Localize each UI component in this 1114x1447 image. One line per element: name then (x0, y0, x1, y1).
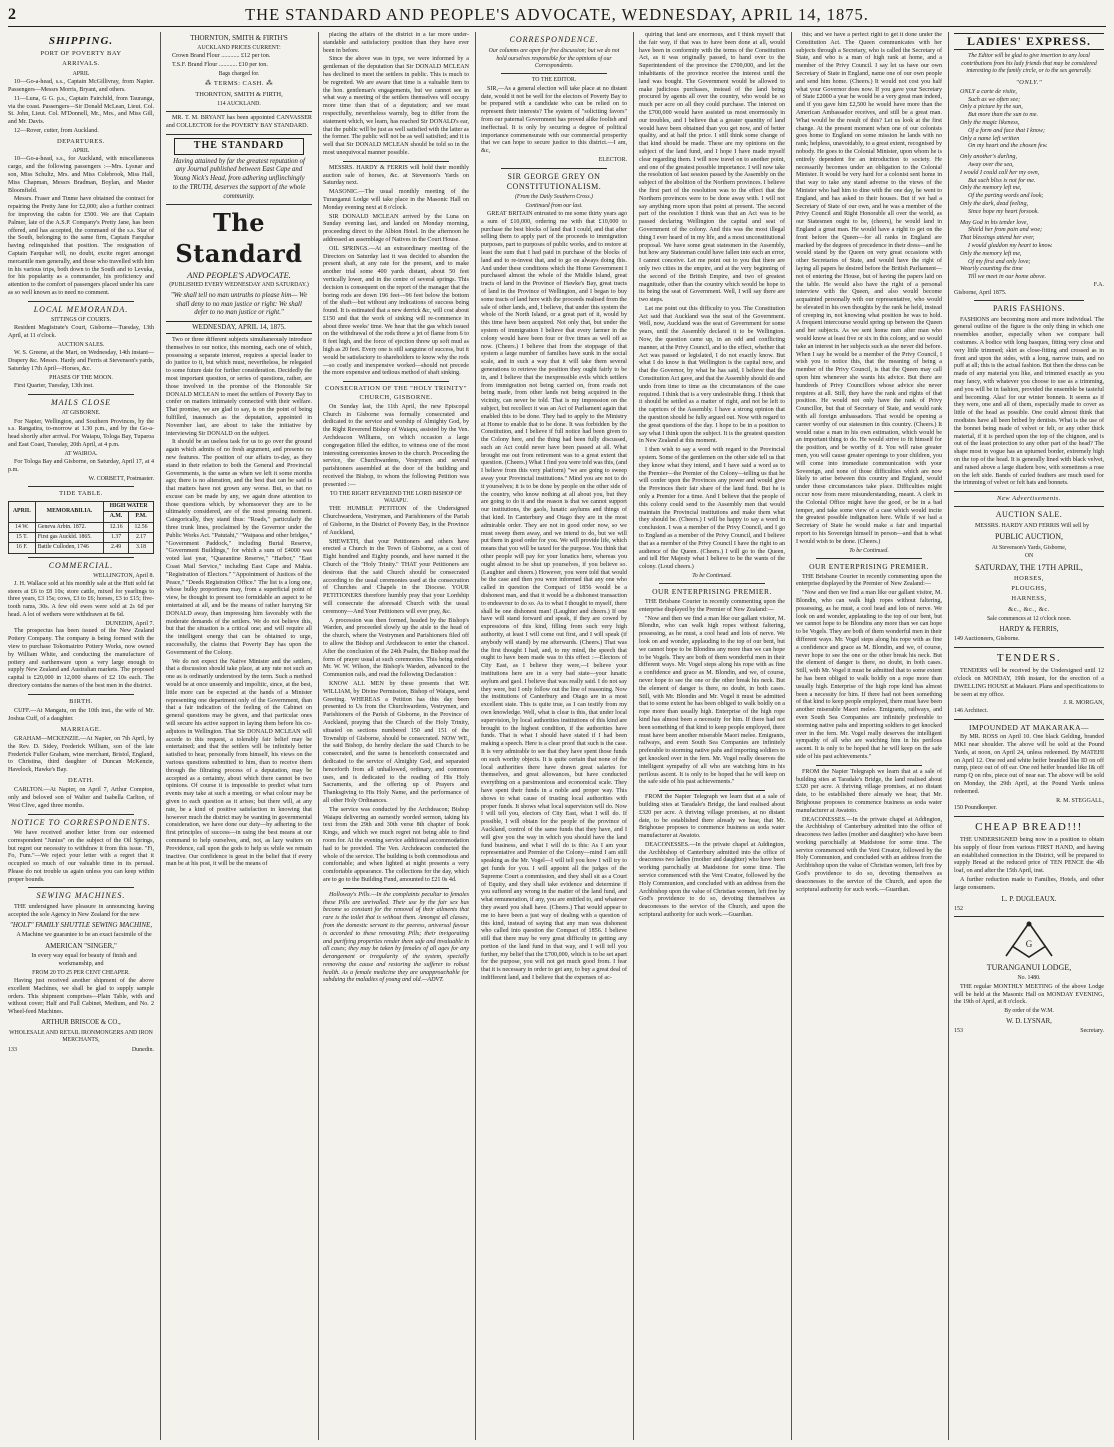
news-item: MASONIC.—The usual monthly meeting of the Turanganui Lodge will take place in the Masonic Hall on Monday evening next at 8 o'clock. (323, 189, 469, 211)
sittings-heading: SITTINGS OF COURTS. (50, 316, 112, 323)
ad-title: SATURDAY, THE 17TH APRIL, (975, 562, 1083, 572)
article-paragraph: KNOW ALL MEN by these presents that WE WILLIAM, by Divine Permission, Bishop of Waiapu, send Greeting. WHEREAS a Petition has this day been presented to Us from the Churchwardens, Vestrymen, and Parishioners of the Parish of Gisborne, in the Province of Auckland, praying that the Church of the Holy Trinity, situated on sections numbered 150 and 151 of the Township of Gisborne, should be consecrated. NOW WE, the said Bishop, do hereby declare the said Church to be consecrated, and the same is henceforth consecrated and dedicated to the service of Almighty God, and separated henceforth from all unhallowed, ordinary, and common uses, and is dedicated to the reading of His Holy Sacraments, and the offering up of Prayers and Thanksgiving to His Holy Name, and the performance of all other Holy Ordinances. (323, 681, 469, 804)
article-paragraph: "Now and then we find a man like our gallant visitor, M. Blondin, who can walk high ropes without faltering, possessing, as he must, a cool head and lots of nerve. We look on and wonder, applauding to the top of our bent, but we cannot hope to be Blondins any more than we can hope to be Vogels. They are both of them wonderful men in their different ways. Mr. Vogel steps along his rope with as fine a confidence and grace as M. Blondin, and we, of course, never hope to see the one or the other break his neck. But the element of danger is there, no doubt, in both cases. Still, with Mr. Blondin and Mr. Vogel it must be admitted that to some extent he has been obliged to walk boldly on a rope more than usually high. Enterprise of the high rope kind has almost been a necessity for him. If there had not been something of that kind to keep people employed, there must have been another miserable Maori melee. Emigrants, railways, and even South Sea Companies are infinitely preferable to storming native pahs and importing soldiers to get knocked over in the fern. Mr. Vogel really deserves the intelligent sympathy of all who are watching him in his perilous ascent. It is only to be hoped that he will keep on the safe side of his past achievements." (639, 615, 785, 786)
ad-signature: W. D. LYSNAR, (1006, 1017, 1052, 1025)
poem-line: Till we meet in our home above. (968, 274, 1047, 281)
auction-sale-heading: AUCTION SALE. (995, 510, 1063, 520)
editor-note: The Editor will be glad to give insertion to any local contributions from his lady friends that may be considered interesting to the family circle, or to the sex generally. (961, 53, 1097, 75)
ad-text: Bags charged for. (218, 70, 260, 77)
news-item: DEACONESSES.—In the private chapel at Addington, the Archbishop of Canterbury admitted into the office of deaconess two ladies (mother and daughter) who have been working parochially at Maidstone for some time. The service commenced with the Veni Creator, followed by the Holy Communion, and concluded with an address from the Archbishop upon the value of Christian women, left free by God's providence to do so, devoting themselves as deaconesses to the service of the Church, and upon the scriptural authority for such work.—Guardian. (796, 816, 942, 893)
notice-correspondents-text: We have received another letter from our esteemed correspondent "Junius" on the subject of the Oil Springs, but regret our necessity to withdraw it from this issue. "Fi, Fo, Fum."—We reject your letter with a regret that it occupied so much of our valuable time in its perusal. Please do not trouble us again unless you can keep within proper bounds. (8, 829, 154, 883)
death-heading: DEATH. (68, 776, 94, 784)
moon-heading: PHASES OF THE MOON. (49, 374, 113, 381)
article-paragraph: Let me point out this difficulty to you. The Constitution Act said that Auckland was the seat of the Government. Well, now, Auckland was the seat of Government for some years, until the Assembly declared it to be Wellington. Now, the question came up, in an odd and conflicting manner, at the Privy Council, and to the effect, whether that Act was passed or legislated, I do not exactly know. But what I do know is that Wellington is the capital now, and that the Governor, by what he has said, I believe that the Constitution Act gave, and that the Assembly should do and undo from time to time as the circumstances of the case required. I think that is a very undesirable thing. I think that it should be settled as a matter of right, and not be left to the caprices of the Assembly. I have a strong opinion that the question should be fully argued out. Now with regard to the great questions of the day. I hope to be in a position to say what I think upon the subject. It is the greatest question in New Zealand at this moment. (639, 305, 785, 445)
masthead-subtitle: AND PEOPLE'S ADVOCATE. (187, 269, 291, 280)
article-paragraph: I then wish to say a word with regard to the Provincial system. Some of the gentlemen on the other side tell us that they know what they intend, and I have said a word as to the Premier—the Premier of the Colony—telling us that he will confer upon the Provinces any power and would give the Provinces their fair share of the land fund. But he is only a Premier for a time. And I believe that the people of this colony could send to the Assembly men that would maintain the Provincial institutions and make them what they should be. (Cheers.) I will be happy to say a word in conclusion. I was a member of the Privy Council, and I go to England as a member of the Privy Council, and I believe that as a member of the Privy Council I have the right to an audience of the Queen. (Cheers.) I will go to the Queen, and tell Her Majesty what I believe to be the wants of the colony. (Loud cheers.) (639, 447, 785, 571)
poem-line: That blessings attend her ever, (960, 235, 1035, 242)
ad-number: 133 (8, 1046, 17, 1053)
poem-line: Of a form and face that I know; (968, 127, 1046, 134)
leader-paragraph: Since the above was in type, we were informed by a gentleman of the deputation that Sir DONALD MCLEAN has declined to meet the settlers in public. This is much to be regretted. We are aware that time is a valuable item to the hon. gentleman's engagements, but we cannot see in what way a meeting of the settlers themselves will occupy more time than that of a deputation; and we must respectfully, nevertheless warmly, beg to differ from the statement which, we learn, has reached Sir DONALD's ear, that the public will be just as well satisfied with the latter as the former. The public will not be as well satisfied; and it is well that Sir DONALD MCLEAN should be told so in the most unequivocal manner possible. (323, 56, 469, 156)
poem-line: Only a picture by the sun, (960, 104, 1023, 111)
poem-line: Only the memory left me, (960, 250, 1022, 257)
news-item: FROM the Napier Telegraph we learn that at a sale of building sites at Taradale's Bridge, the land realised about £320 per acre. A thriving village promises, at no distant date, to be established there already we hear, that Mr. Brighouse proposes to commence business as soda water manufacturer at Awatoto. (796, 768, 942, 814)
notice-text: MR. T. M. BRYANT has been appointed CANVASSER and COLLECTOR for the POVERTY BAY STANDARD. (166, 115, 312, 130)
column-3 (323, 32, 469, 1442)
arrival-item: 12—Rover, cutter, from Auckland. (14, 127, 99, 134)
departures-heading: DEPARTURES. (56, 137, 106, 145)
ad-text: In every way equal for beauty of finish and workmanship, and (31, 953, 137, 967)
poem-line: But more than the sun to me. (968, 112, 1039, 119)
table-row: 16 F. Battle Culloden, 1746 2.49 3.18 (9, 543, 154, 553)
commercial-item: J. H. Wallace sold at his monthly sale at the Hutt sold fat steers at £6 to £8 10s; store cattle, mixed for yearlings to three years, £3 15s; cows, £3 to £6; horses, £3 to £15; five-tooth rams, 30s. A few old ewes were sold at 2s 6d per head. A lot of wethers were withdrawn at 8s 6d. (8, 580, 154, 618)
column-4 (481, 32, 627, 1442)
letter-salutation: TO THE EDITOR. (531, 77, 577, 84)
letter-signature: ELECTOR. (598, 157, 627, 164)
news-item: MESSRS. HARDY & FERRIS will hold their monthly auction sale of horses, &c. at Stevenson's Yards on Saturday next. (323, 164, 469, 187)
ad-text: THE regular MONTHLY MEETING of the above Lodge will be held at the Masonic Hall on MONDAY EVENING, the 19th of April, at 8 o'clock. (954, 983, 1104, 1006)
publication-note: (PUBLISHED EVERY WEDNESDAY AND SATURDAY.) (169, 281, 309, 288)
article-heading: OUR ENTERPRISING PREMIER. (652, 587, 772, 597)
poem-line: Only another's darling, (960, 154, 1017, 161)
poem-line: But such bliss is not for me. (968, 177, 1036, 184)
new-advertisements-heading: New Advertisements. (997, 495, 1061, 503)
article-heading: SIR GEORGE GREY ON CONSTITUTIONALISM. (506, 171, 602, 191)
poem-line: Of the parting words and look; (968, 193, 1044, 200)
petition-heading: TO THE RIGHT REVEREND THE LORD BISHOP OF WAIAPU. (329, 490, 463, 505)
poem-line: Shield her from pain and woe; (968, 227, 1043, 234)
ad-title: THORNTON, SMITH & FIRTH'S (190, 34, 288, 42)
ad-text: A further reduction made to Families, Hotels, and other large consumers. (954, 877, 1104, 891)
ad-signature: R. M. STEGGALL, (1056, 797, 1104, 804)
commercial-heading: COMMERCIAL. (48, 560, 114, 570)
article-paragraph: On Sunday last, the 11th April, the new Episcopal Church in Gisborne was formally consecrated and dedicated to the service and worship of Almighty God, by the Right Reverend Bishop of Waiapu, assisted by the Ven. Archdeacon Williams, on which occasion a large congregation filled the edifice, to witness one of the most interesting ceremonies known to the church. Proceeding the service, the Churchwardens, Vestrymen and several parishioners assembled at the door of the building and received the Bishop, to whom the following Petition was presented :— (323, 403, 469, 488)
ad-text: THE undersigned have pleasure in announcing having accepted the sole Agency in New Zealand for the new (8, 903, 154, 918)
article-paragraph: quiring that land are enormous, and I think myself that the fair way, if that was to have been done at all, would have been in conformity with the terms of the Constitution Act, as it was originally passed, to hand over to the Superintendent of the province the £700,000, and let the inhabitants of the province receive the interest until the land was bought. The Government would be allowed to make judicious purchases, instead of the land being procured by agents all over the country, who would be so much per acre on all they could purchase. The interest on the £700,000 would have assisted us most enormously in our troubles, and I believe that a greater quantity of land would have been obtained than you get now, and of better quality, and at half the price. I still think some change of that kind should be made. These are my opinions on the subject of the land fund, and I hope I have made myself clear regarding them. I will now travel on to another point, and one of the greatest possible importance. I will now take the resolution of last session passed by the Assembly on the subject of the abolition of the Northern provinces. I believe the first part of the resolution was to the effect that the Northern provinces were to be done away with. I will not say anything more upon that point at present. The second part of the resolution I think was that an Act was to be passed declaring Wellington the capital and seat of Government of the colony. And this was the most illegal thing I ever heard of in my life, and a most unconstitutional proposal. We have some great statesmen in the Assembly, but how any Statesman could have fallen into such an error, I cannot conceive. Let me point out to you that there are only two cities in the empire, and at the very beginning of the second of the British Empire, and two of greatest magnitude, other than the country which would be hope to its being the seat of Government. Well, I will say there are two steps. (639, 32, 785, 304)
ad-text: WHOLESALE AND RETAIL IRONMONGERS AND IRON MERCHANTS, (9, 1029, 153, 1044)
poem-line: I would gladdon my heart to know. (968, 243, 1053, 250)
tenders-heading: TENDERS. (996, 652, 1062, 665)
tide-col-header: MEMORABILIA. (35, 501, 103, 522)
mails-close-heading: MAILS CLOSE (50, 397, 112, 407)
shipping-heading: SHIPPING. (48, 35, 114, 47)
cheap-bread-heading: CHEAP BREAD!!! (975, 820, 1083, 833)
port-heading: PORT OF POVERTY BAY (40, 50, 122, 58)
ad-text: THE UNDERSIGNED being now in a position to obtain his supply of flour from various FIRST HAND, and having an established connection in the District, will be prepared to supply Bread at the reduced price of TEN PENCE the 4lb loaf, on and after the 15th April, inst. (954, 837, 1104, 875)
ad-signature: ARTHUR BRISCOE & CO., (41, 1019, 121, 1026)
ladies-express-heading: LADIES' EXPRESS. (954, 33, 1104, 50)
ad-signature: HARDY & FERRIS, (999, 625, 1059, 634)
column-rule (475, 32, 476, 1440)
marriage-heading: MARRIAGE. (60, 725, 102, 733)
article-continued: To be Continued. (692, 572, 732, 579)
lodge-number: No. 1480. (1017, 975, 1041, 982)
page-number: 2 (8, 6, 17, 23)
departure-item: 10—Go-a-head, s.s., for Auckland, with miscellaneous cargo, and the following passengers :—Mrs. Lysnar and son, Miss Schultz, Mrs. and Miss Colebrook, Miss Hall, Miss Chapman, Messrs Bradman, Boylan, and Master Bloomfield. (8, 156, 154, 194)
sewing-machines-heading: SEWING MACHINES. (36, 891, 126, 901)
commercial-item: The prospectus has been issued of the New Zealand Pottery Company. The company is being formed with the view to purchase Tokomairiro Pottery Works, now owned by William White, and conducting the manufacture of pottery and earthenware upon a very large enough to supply New Zealand and Australian markets. The proposed capital is £20,000 in 12,000 shares of £2 10s each. The directory contains the names of the best men in the district. (8, 628, 154, 689)
lodge-heading: TURANGANUI LODGE, (986, 963, 1072, 973)
consecration-heading: CONSECRATION OF THE "HOLY TRINITY" CHURCH, GISBORNE. (324, 385, 468, 401)
poem-line: Away over the sea, (968, 162, 1014, 169)
poem-line: Wearily counting the time (960, 266, 1023, 273)
tide-col-header: P.M. (129, 512, 154, 522)
leader-paragraph: It should be an useless task for us to go over the ground again which admits of no fresh argument, and presents no new features. The position of our affairs to-day, as they stand in their relation to both the General and Provincial Governments, is the same as when we left it some months ago; there is no alteration, and the best that can be said is that matters have not grown any worse. But, so that no excuse can be made by any, we again draw attention to those questions which, by whomsoever they are to be ultimately considered, are of the most pressing moment. Categorically, they stand thus: "Roads," particularly the three trunk lines, proclaimed by the Governor under the Public Works Act. "Patutahi," "Waipaoa and other bridges," "Government Paddock," including Burial Reserve, "Government Buildings," for which a sum of £4000 was voted last year, "Quarantine Reserve," "Harbor," "East Coast Mail Service," including East Cape and Mahia. "Registration of Electors." "Appointment of Justices of the Peace," "Deeds Registration Office." The list is a long one, whose bulky proportions may, from a superficial point of view, be thought to present too formidable an aspect to be entertained at all, and be the means of rather hurrying Sir DONALD away, than impressing him favorably with the moderate demands of the settlers. We do not believe this, but that the situation is a critical one; and will require all the intelligent energy that can be obtained to urge, successfully, the claims that Poverty Bay has upon the Government of the Colony. (166, 439, 312, 656)
column-rule (791, 32, 792, 1440)
article-continued: To be Continued. (849, 547, 889, 554)
article-paragraph: "Now and then we find a man like our gallant visitor, M. Blondin, who can walk high ropes without faltering, possessing, as he must, a cool head and lots of nerve. We look on and wonder, applauding to the top of our bent, but we cannot hope to be Blondins any more than we can hope to be Vogels. They are both of them wonderful men in their different ways. Mr. Vogel steps along his rope with as fine a confidence and grace as M. Blondin, and we, of course, never hope to see the one or the other break his neck. But the element of danger is there, no doubt, in both cases. Still, with Mr. Vogel it must be admitted that to some extent he has been obliged to walk boldly on a rope more than usually high. Enterprise of the high rope kind has almost been a necessity for him. If there had not been something of that kind to keep people employed, there must have been another miserable Maori melee. Emigrants, railways, and even South Sea Companies are infinitely preferable to storming native pahs and importing soldiers to get knocked over in the fern. Mr. Vogel really deserves the intelligent sympathy of all who are watching him in his perilous ascent. It is only to be hoped that he will keep on the safe side of his past achievements." (796, 590, 942, 760)
ad-text: By order of the W.M. (1004, 1008, 1054, 1015)
poem-line: Of my first and only love; (968, 258, 1031, 265)
news-item: DEACONESSES.—In the private chapel at Addington, the Archbishop of Canterbury admitted into the office of deaconess two ladies (mother and daughter) who have been working parochially at Maidstone for some time. The service commenced with the Veni Creator, followed by the Holy Communion, and concluded with an address from the Archbishop upon the value of Christian women, left free by God's providence to do so, devoting themselves as deaconesses to the service of the Church, and upon the scriptural authority for such work.—Guardian. (639, 841, 785, 919)
arrival-item: 11—Luna, G G. p.s., Captain Fairchild, from Tauranga, via the coast. Passengers—Sir Donald McLean, Lieut. Col. St. John, Lieut. Col. M'Donnell, Mr., Mrs., and Miss Gill, and Mr. Davis. (8, 95, 154, 126)
local-memoranda-heading: LOCAL MEMORANDA. (33, 304, 129, 314)
birth-notice: CUFF.—At Mangatu, on the 10th inst., the wife of Mr. Joshua Cuff, of a daughter. (8, 708, 154, 722)
auction-sales-heading: AUCTION SALES. (57, 341, 105, 348)
at-gisborne-heading: AT GISBORNE. (61, 410, 101, 417)
ad-text: ON (1024, 553, 1034, 560)
column-rule (160, 32, 161, 1440)
masonic-compass-icon (998, 920, 1060, 960)
article-paragraph: SHEWETH, that your Petitioners and others have erected a Church in the Town of Gisborne, as a cost of Eight hundred and Eighty pounds, and have named it the Church of the "Holy Trinity." THAT your Petitioners are desirous that the said Church should be consecrated according to the usual ceremonies used at the consecration of Churches and Chapels in the Diocese. YOUR PETITIONERS therefore humbly pray that your Lordship will consecrate the aforesaid Church with the usual ceremony—And Your Petitioners will ever pray, &c. (323, 538, 469, 615)
issue-date: WEDNESDAY, APRIL 14, 1875. (166, 321, 312, 334)
column-rule (633, 32, 634, 1440)
ad-subtitle: AUCKLAND PRICES CURRENT: (197, 44, 281, 51)
poem-date: Gisborne, April 1875. (954, 289, 1007, 296)
sittings-text: Resident Magistrate's Court, Gisborne—Tuesday, 13th April, at 11 o'clock. (8, 325, 154, 340)
article-paragraph: THE Brisbane Courier in recently commenting upon the enterprise displayed by the Premier of New Zealand:— (796, 573, 942, 588)
ad-location: Dunedin. (131, 1046, 154, 1053)
death-notice: CARLTON.—At Napier, on April 7, Arthur Compton, only and beloved son of Walter and Isabella Carlton, of West Clive, aged three months. (8, 787, 154, 809)
ad-title: PUBLIC AUCTION, (994, 532, 1063, 542)
ad-signature: L. P. DUGLEAUX. (1001, 894, 1057, 903)
price-line: Crown Brand Flour ............ £12 per ton. (172, 53, 271, 60)
table-row: 15 T. First gas Auckld. 1865. 1.37 2.17 (9, 533, 154, 543)
poem-title: "ONLY." (1015, 78, 1043, 86)
ad-role: Secretary. (1080, 1028, 1104, 1035)
column-6 (796, 32, 942, 1442)
ad-item: &c., &c., &c. (1008, 605, 1050, 613)
ad-signature: J. R. MORGAN, (1063, 700, 1104, 707)
paris-fashions-heading: PARIS FASHIONS. (993, 304, 1065, 314)
marriage-notice: GRAHAM—MCKENZIE.—At Napier, on 7th April, by the Rev. D. Sidey, Frederick William, son of the late Frederick Fuller Graham, wine merchant, Bristol, England, to Christina, third daughter of Duncan McKenzie, Havelock, Hawke's Bay. (8, 735, 154, 774)
ad-item: PLOUGHS, (1011, 585, 1047, 593)
standard-blurb: Having attained by far the greatest reputation of any Journal published between East Cape and Young Nick's Head, from adhering unflinchingly to the TRUTH, deserves the support of the whole community. (172, 157, 306, 200)
fashion-text: FASHIONS are becoming more and more individual. The general outline of the figure is the only thing in which one resembles another, especially when we compare ball costumes. A bodice with long basques, fitting very close and very little trimmed; skirt as close-fitting and crossed as in front and upon the sides, with a long, narrow train, and no puff at all; this is the actual fashion. But then the dress can be made of any material you like, and trimmed exactly as you may fancy, with whatever you choose to use as a trimming, and you will be in fashion, provided the ensemble be tasteful and becoming. Alas! for our winter bonnets. It seems as if they were, one and all of them, especially made to cover as little of the head as possible. One could almost think that modistes have all been bribed by dentists. What is the use of the bonnet being made of velvet or felt, or any other thick material, if it is perched upon the top of the chignon, and is out of the least protection to any other part of the head? The shape most in vogue has an upturned border, extremely high on the top of the head. It is generally lined with black velvet, and raised above a large diadem bow, with sometimes a rose on the left side. Bands of curled feathers are much used for the trimming of velvet or felt hats and bonnets. (954, 316, 1104, 487)
correspondence-heading: CORRESPONDENCE. (509, 35, 599, 44)
ad-number: 152 (954, 905, 963, 912)
letter-text: SIR,—As a general election will take place at no distant date, would it not be well for the electors of Poverty Bay to be prepared with a candidate who can be relied on to represent their interests? The system of "soliciting favors" from our paternal Government has proved alike foolish and ineffectual. It is only by securing a degree of political importance commensurate with our commercial prosperity that we can hope to secure justice to this district.—I am, &c, (481, 85, 627, 155)
ad-number: 153 (954, 1028, 963, 1035)
ad-text: At Stevenson's Yards, Gisborne, (991, 544, 1067, 551)
table-row: 14 W. Geneva Arbtn. 1872. 12.16 12.56 (9, 522, 154, 532)
poem-line: Only the memory left me, (960, 185, 1022, 192)
notice-correspondents-heading: NOTICE TO CORRESPONDENTS. (11, 817, 151, 827)
article-paragraph: The service was conducted by the Archdeacon; Bishop Waiapu delivering an earnestly worded sermon, taking his text from the 29th and 30th verse 8th chapter of book Kings, and which we much regret not being able to find room for. At the evening service additional accommodation had to be provided. The Ven. Archdeacon conducted the whole of the service. The building is both commodious and comfortable; and when lighted at night presents a very comfortable appearance. The collections for the day, which are to go to the Building Fund, amounted to £21 0s 4d. (323, 806, 469, 883)
ad-number: 146 Architect. (954, 707, 988, 714)
poem-line: Since hope my heart forsook. (968, 208, 1039, 215)
masthead-motto: "We shall tell no man untruths to please him— We shall deny to no man justice or right: We shall defer to no man justice or right." (170, 291, 308, 317)
tide-table-heading: TIDE TABLE. (59, 490, 103, 498)
postmaster-signature: W. CORBETT, Postmaster. (88, 475, 154, 482)
ad-text: Having just received another shipment of the above excellent Machines, we shall be glad to supply sample orders. This shipment comprises—Plain Table, with and without cover; Half and Full Cabinet, Medium, and No. 2 Wheel-feed Machines. (8, 978, 154, 1016)
correspondence-note: Our columns are open for free discussion; but we do not hold ourselves responsible for the opinions of our Correspondents. (488, 48, 620, 70)
poem-line: Only the magic likeness, (960, 120, 1020, 127)
poem-line: Only a name left written (960, 135, 1020, 142)
news-item: SIR DONALD MCLEAN arrived by the Luna on Sunday evening last, and landed on Monday morning, proceeding direct to the Albion Hotel. In the afternoon he addressed an assemblage of Natives in the Court House. (323, 213, 469, 243)
ad-terms: ⁂ TERMS: CASH. ⁂ (204, 80, 274, 88)
tide-table (8, 501, 154, 554)
birth-heading: BIRTH. (69, 697, 93, 705)
article-source: (From the Daily Southern Cross.) (515, 194, 593, 201)
ad-item: HARNESS, (1011, 595, 1047, 603)
column-5 (639, 32, 785, 1442)
dateline: WELLINGTON, April 8. (93, 573, 154, 580)
poem-line: ONLY a carte de visite, (960, 88, 1017, 95)
advertisement-text: Holloway's Pills.—In the complaints peculiar to females these Pills are unrivalled. Their use by the fair sex has become so constant for the removal of their ailments that rare is the toilet that is without them. Amongst all classes, from the domestic servant to the peeress, universal favour is accorded to these renovating Pills; their invigorating and purifying properties render them safe and invaluable in all cases; they may be taken by females of all ages for any derangement or irregularity of the system, specially removing the cause and restoring the sufferer to robust health. As a female medicine they are unapproachable for subduing the maladies of young and old.—ADVT. (323, 891, 469, 984)
moon-text: First Quarter, Tuesday, 13th inst. (14, 383, 94, 390)
article-paragraph: THE Brisbane Courier in recently commenting upon the enterprise displayed by the Premier of New Zealand:— (639, 598, 785, 613)
article-paragraph: this; and we have a perfect right to get it done under the Constitution Act. The Queen communicates with her subjects through a Secretary, who is called the Secretary of State, and who is a man of high rank at home, and a member of the Privy Council. I say let us have our own Secretary of State in England, name one of our own people and send him home. (Cheers.) It would not cost you half what your Governor does now. If you gave your Secretary of State £2000 a year he would be a very great man indeed, and if you gave him £2,500 he would have more than the American Ambassador receives, and still be a great man. What would be the result of this? Let us look at the first change. At the present moment when one of our colonists goes home to England on some mission he lands with no rank; helpless, unavoidably, to a great extent, recognised by nobody. He goes to the Colonial Minister, upon whom he is entirely dependent for an introduction to society. He necessarily becomes under an obligation to the Colonial Minister. It would be very hard for a colonist sent home in that way to take any stand adverse to the views of the Minister who had him to dine with the one day, he went to England, and has asked to their houses. But if we had a Secretary of State of our own, and he was a member of the Privy Council and Right Honorable all over the world, as our Statesmen ought to be, (cheers), he would land in England a great man. He would have a right to get on the front before the Queen—for all ranks in England are marked by the degrees of precedence in their dress—and he would stand by the Queen on very great occasions with other Secretaries of State, and would have the right of laying all papers he desired before the British Parliament—not of entering the House, but of having the papers laid on the table. He would also have the right of a personal interview with the Queen, and also would become acquainted personally with our representative, who would be elevated in his own thoughts by the rank he held, instead of creeping in, not knowing what position he was to hold. A frequent intercourse would spring up between the Queen and her subjects. As we sent home men after man who would know at least five or six in this colony, and so would take an interest in her subjects such as she never did before. When I say he would be a member of the Privy Council, I wish you to notice this, that the meaning of being a member of the Privy Council, is that the Queen may call upon him whenever she wants his advice. But there are hundreds of Privy Councillors whose advice she never requires at all. Still, they have the rank and rights of that position. He would not only have the rank of Privy Councillor, but that of Secretary of State, and would rank with all foreign ambassadors. That would be opening a career worthy of our statesmen in this country. (Cheers.) It would raise a man in his own estimation, which would be an important thing to do. He would strive to fit himself for the position, and be worthy of it. You will raise greater men, you will cause greater openings to your children, you will come into immediate communication with your Sovereign, and none of those difficulties which are now likely to arise between this country and England, would under these circumstances take place. Difficulties might occur now from mere misunderstanding, meant. A clerk in the Colonial Office might have the good, or be in a bad temper, and take some view of a case which would incite the greatest possible indignation here. While if we had a Secretary of State he would make a fair and impartial report to his Sovereign himself in person—and that is what I would wish to be done. (Cheers.) (796, 32, 942, 545)
wairoa-text: For Tologa Bay and Gisborne, on Saturday, April 17, at 4 p.m. (8, 459, 154, 474)
column-rule (318, 32, 319, 1440)
ad-number: 150 Poundkeeper. (954, 805, 997, 812)
article-paragraph: THE HUMBLE PETITION of the Undersigned Churchwardens, Vestrymen, and Parishioners of the Parish of Gisborne, in the District of Poverty Bay, in the Province of Auckland, (323, 506, 469, 536)
ad-location: 114 AUCKLAND. (217, 100, 261, 107)
standard-banner: THE STANDARD (174, 138, 304, 155)
dateline: DUNEDIN, April 7. (105, 620, 154, 627)
shipping-news: Messrs. Fraser and Tinme have obtained the contract for repairing the Pretty Jane for £2,000; also a further contract for improving the cabin for £500. We are that Captain Palmer, late of the A.S.P. Company's Pretty Jane, has been offered, and has accepted, the command of the s.s. Star of the South, belonging to the same firm, Captain Farquhar having relinquished that position. The resignation of Captain Farquhar will, no doubt, excite regret amongst mercantile men generally, and those who travelled with him in his various trips, both down to the South and to Levuka, for his popularity as a commander, his proficiency and attention to the comfort of passengers placed under his care as so well known as to need no comment. (8, 196, 154, 296)
at-wairoa-heading: AT WAIROA. (64, 450, 98, 457)
news-item: OIL SPRINGS.—At an extraordinary meeting of the Directors on Saturday last it was decided to abandon the present shaft, at any rate for the present, and to make another trial some 400 yards distant, about 50 feet vertically lower, and in the centre of several springs. This decision is consequent on the report of the manager that the boring rods are down 196 feet—96 feet below the bottom of the shaft—but without any indications of success being found. It is estimated that a new derrick &c, will cost about £150 and that the work of sinking will re-commence in about three weeks' time. We hear that the gas which issued on the withdrawal of the rods threw a jet of flame from 6 to 8 feet high, and the force of ejection threw up soft mud as high as 20 feet. Every one is still sanguine of success, but it would be satisfactory to shareholders to know why the rods—so costly and inexpensive worked—should not precede the more expensive and tedious method of shaft sinking. (323, 245, 469, 377)
leader-paragraph: We do not expect the Native Minister and the settlers, that a discussion should take place, at any rate not such an one as is ordinarily understood by the term. Such a method would be at once unseemly and impolitic, since, at the best, little more can be expected at the hands of a Minister representing one department only of the Government, than that a fair indication of the feeling of the Cabinet on general questions may be given, and that particular ones will secure his active support in laying them before his co-adjutors in Wellington. That Sir DONALD MCLEAN will accede to this request, a tolerably fair belief may be entertained; and that the settlers will be infinitely better satisfied to hear, personally from himself, his views on the various questions submitted to him, than to receive them through the filtrating process of a deputation, may be accepted as a certainty, about which there cannot be two opinions. Of course it is impossible to predict what turn events may take at such a meeting, or what colour may be given to each question as it arises; but there will, at any rate, be a kind of positive satisfaction in knowing that however much the district may be wanting in governmental consideration, we have done our duty—by adhering to the first principles of success—in using the best means at our command to help ourselves, and, not, as lazy waiters on Providence, call upon the gods to help us while we remain inactive. Our confidence is great in the belief that if every man be at his post, it will be the means of (166, 658, 312, 868)
column-2 (166, 32, 312, 1442)
ad-title: "HOLT" FAMILY SHUTTLE SEWING MACHINE, (9, 921, 153, 930)
mails-text: For Napier, Wellington, and Southern Provinces, by the s.s. Rangatira, to-morrow at 1.30 p.m., and by the Go-a-head shortly after arrival. For Waiapu, Tologa Bay, Tuparoa and East Coast, Tuesday, 20th April, at 4 p.m. (8, 418, 154, 449)
departures-month: APRIL (72, 148, 90, 154)
impounded-heading: IMPOUNDED AT MAKARAKA— (968, 722, 1090, 732)
auction-sales-text: W. S. Greene, at the Mart, on Wednesday, 14th instant—Drapery &c. Messrs. Hardy and Ferris at Stevenson's yards, Saturday 17th April—Horses, &c. (8, 350, 154, 372)
leader-paragraph: placing the affairs of the district in a far more under-standable and satisfactory position than they have ever been in before. (323, 32, 469, 54)
arrival-item: 10—Go-a-head, s.s., Captain McGillivray, from Napier. Passengers—Messrs Morris, Bryant, and others. (8, 79, 154, 93)
poem-signature: F.A. (1093, 282, 1104, 289)
price-line: T.S.F. Brand Flour ............ £10 per ton. (172, 62, 268, 69)
ad-text: FROM 20 TO 25 PER CENT CHEAPER. (32, 969, 130, 976)
tide-col-header: A.M. (104, 512, 129, 522)
ad-text: Sale commences at 12 o'clock noon. (986, 616, 1072, 622)
masthead-title: The Standard (175, 208, 303, 268)
ad-number: 149 Auctioneers, Gisborne. (954, 636, 1020, 643)
arrivals-heading: ARRIVALS. (62, 60, 100, 68)
column-rule (948, 32, 949, 1440)
ad-text: A Machine we guarantee to be an exact facsimile of the (16, 932, 152, 939)
ad-signature: THORNTON, SMITH & FIRTH, (195, 90, 283, 98)
article-paragraph: GREAT BRITAIN entrusted to me some thirty years ago a sum of £10,000, ordering me with that £10,000 to purchase the best blocks of land that I could, and that after selling them to apply part of the proceeds to immigration purposes, part to purposes of public works, and to restore at least the sum that I had paid in purchase of the blocks of land and to re-invest that, and to go on always doing this. And under these conditions which the Home Government I purchased almost the whole of the Middle Island, great tracts of land in the Province of Hawke's Bay, great tracts of land in the Province of Wellington, and I began to buy some tracts of land here with the proceeds realised from the sale of other lands, and, I believe, that under this system the whole of the North Island, or a great part of it, would by this time have been acquired. Not only that, but under the system of immigration I believe that every farmer in the colony would have been four or five times as well off as now. (Cheers.) I believe that from the stoppage of that system a large number of families have sunk in the social scale, and in such a way that it will take them several generations to retrieve the position they ought fairly to be in, and I believe that the inexpressible evils which settlers from immigration not being carried on, from roads not being made, from other lands not being acquired in the vicinity, can never be told. That is my impression on the subject, but recollect it was an Act of Parliament again that enabled this to be done. They had to apply to the Ministry at Home to enable that to be done. It was forbidden by the Constitution, and I believe if full notice had been given to the Colony here, and the thing had been fully discussed, such an Act could never have been passed at all. What brought me out from retirement was to a great extent that question. (Cheers.) What I find you were told was this, (and I believe from this very platform) "we are going to sweep away your Provincial institutions." Mind you are not to do it yourselves; it is to be done by people on the other side of the country, who know nothing at all about you, but they are going to do it and the reason is that we cannot support our institutions, the gaols, lunatic asylums and things of that kind. In Canterbury and Otago they are in the most admirable order. They are not in good order now, so we must sweep them away, and we intend to do, but we will put them in good order for you. We will provide life, which means that you will be taxed for the purpose. You think that other people will pay for your lunatics here, whereas you ought almost to be shut up yourselves, if you believe so. (Laughter and cheers.) However, you were told that would be the case and then you were informed that any one who called in question the Compact of 1856 would be a dishonest man, and that it would be a dishonest transaction to endeavour to do so. As to what I thought to myself, there shall be one dishonest man! (Laughter and cheers.) If one have will stand forward and speak, if they are cowed by expressions of this kind, filling from such very high authority, at least I will come out first, and I will speak (if anybody will stand) by me afterwards. (Cheers.) That was the first thought I had, and, to my mind, the speech that ought to have been made was to this effect :—Electors of City East, as I believe they were,—I believe your institutions here are in a very bad state—your lunatic asylum and gaol. I believe that was really said. I do not say they were, but I only follow out the line of reasoning. Now the institutions of Canterbury and Otago are in a most excellent state. This is quite true, as I can testify from my own knowledge. Well, what is clear is this, that under local supervision, by local authorities institutions of this kind are brought to the highest condition, if the authorities have funds. That is what I should have stated if I had been making a speech. Here is a clear proof that such is the case. It is very admirable to see that they have spent those funds on such worthy objects. It is quite certain that none of the local authorities there have drawn great salaries for themselves, and great allowances, but have conducted everything on a parsimonious and economical scale. They have spent their funds in a noble and proper way. This shows to what cause of trusting local authorities with proper funds. It shows what local supervision will do. Now I will tell you, electors of City East, what I will do. If possible, I will obtain for the people of the province of Auckland, control of the same funds that they have, and I will give you the way in which you should have the land fund business, and what I will do is this: As I am your representative and Premier of the Colony—mind I am still speaking as the Mr. Vogel—I will tell you how I will try to get funds for you. I will appoint all the judges of the Supreme Court a commission, and they shall sit as a Court of Equity, and they shall take evidence and determine if you suffered any wrong in the matter of the land fund, and what remuneration, if any, you are entitled to, and whatever they award you shall have. (Cheers.) That would appear to me to have been a just way of dealing with a question of this kind, instead of saying that any man was dishonest who called into question the Compact of 1856. I believe still that there may be very great difficulty in getting any portion of the land fund in that way, and I will tell you further, my belief that the £700,000, which is to be set apart for the purpose, you will not get much good from. I fear that it is necessary in order to get any, to buy a great deal of indifferent land, and I believe that the expenses of ac- (481, 210, 627, 982)
poem-line: May God in his tender love, (960, 219, 1029, 226)
news-item: FROM the Napier Telegraph we learn that at a sale of building sites at Taradale's Bridge, the land realised about £320 per acre. A thriving village promises, at no distant date, to be established there already we hear, that Mr. Brighouse proposes to commence business as soda water manufacturer at Awatoto. (639, 794, 785, 840)
article-heading: OUR ENTERPRISING PREMIER. (809, 562, 929, 571)
ad-text: By MR. ROSS on April 10. One black Gelding, branded MKI near shoulder. The above will be sold at the Pound Yards, at noon, on April 24, unless redeemed. By MATEHI on April 12. One red and white heifer branded like ID on off rump, piece out of off ear. One red heifer branded like I& off rump Q on ribs, piece out of near ear. The above will be sold on Monday, the 29th April, at the Pound Yards unless redeemed. (954, 734, 1104, 795)
ad-title: AMERICAN "SINGER," (45, 942, 117, 951)
tide-col-header: APRIL (9, 501, 36, 522)
ad-text: TENDERS will be received by the Undersigned until 12 o'clock on MONDAY, 19th instant, for the erection of a DWELLING HOUSE at Makauri. Plans and specifications to be seen at my office. (954, 668, 1104, 698)
article-continued: Continued from our last. (525, 202, 583, 209)
poem-line: I would I could call her my own, (960, 169, 1040, 176)
poem-line: On my heart and the chosen few. (968, 143, 1048, 150)
poem-line: Only the dark, dead feeling, (960, 201, 1029, 208)
ad-item: HORSES, (1013, 574, 1045, 582)
ad-text: MESSRS. HARDY AND FERRIS Will sell by (974, 522, 1090, 529)
svg-text:G: G (1025, 939, 1033, 950)
leader-paragraph: Two or three different subjects simultaneously introduce themselves to our notice, this morning, each one of which, possessing a separate interest, requires a special leader to do justice to it, but which must, nevertheless, be relegated to some future date for further consideration. Decidedly the most important question, or series of questions, rather, are those involved in the promise of the Honorable Sir DONALD MCLEAN to meet the settlers of Poverty Bay to confer on matters intimately connected with their welfare. That promise, we are glad to say, is on the point of being fulfilled, inasmuch as the deputation, appointed in November last, are about to take the initiative by interviewing Sir DONALD on the subject. (166, 336, 312, 437)
column-7 (954, 32, 1104, 1442)
column-1 (8, 32, 154, 1442)
tide-col-header: HIGH WATER (104, 501, 154, 511)
page-header (8, 4, 1106, 27)
poem-line: Such as we often see; (968, 96, 1021, 103)
arrivals-month: APRIL (72, 70, 90, 77)
article-paragraph: A procession was then formed, headed by the Bishop's Warden, and proceeded slowly up the aisle to the head of the church, where the Vestrymen and Parishioners filed off to allow the Bishop and Archdeacon to enter the chancel. After the conclusion of the 24th Psalm, the Bishop read the form of prayer usual at such ceremonies. This being ended Mr. W. W. Wilson, the Bishop's Warden, advanced to the Communion rails, and read the following Declaration : (323, 617, 469, 679)
poem (954, 89, 1104, 282)
masthead-running-title: THE STANDARD AND PEOPLE'S ADVOCATE, WEDNESDAY, APRIL 14, 1875. (245, 5, 869, 24)
